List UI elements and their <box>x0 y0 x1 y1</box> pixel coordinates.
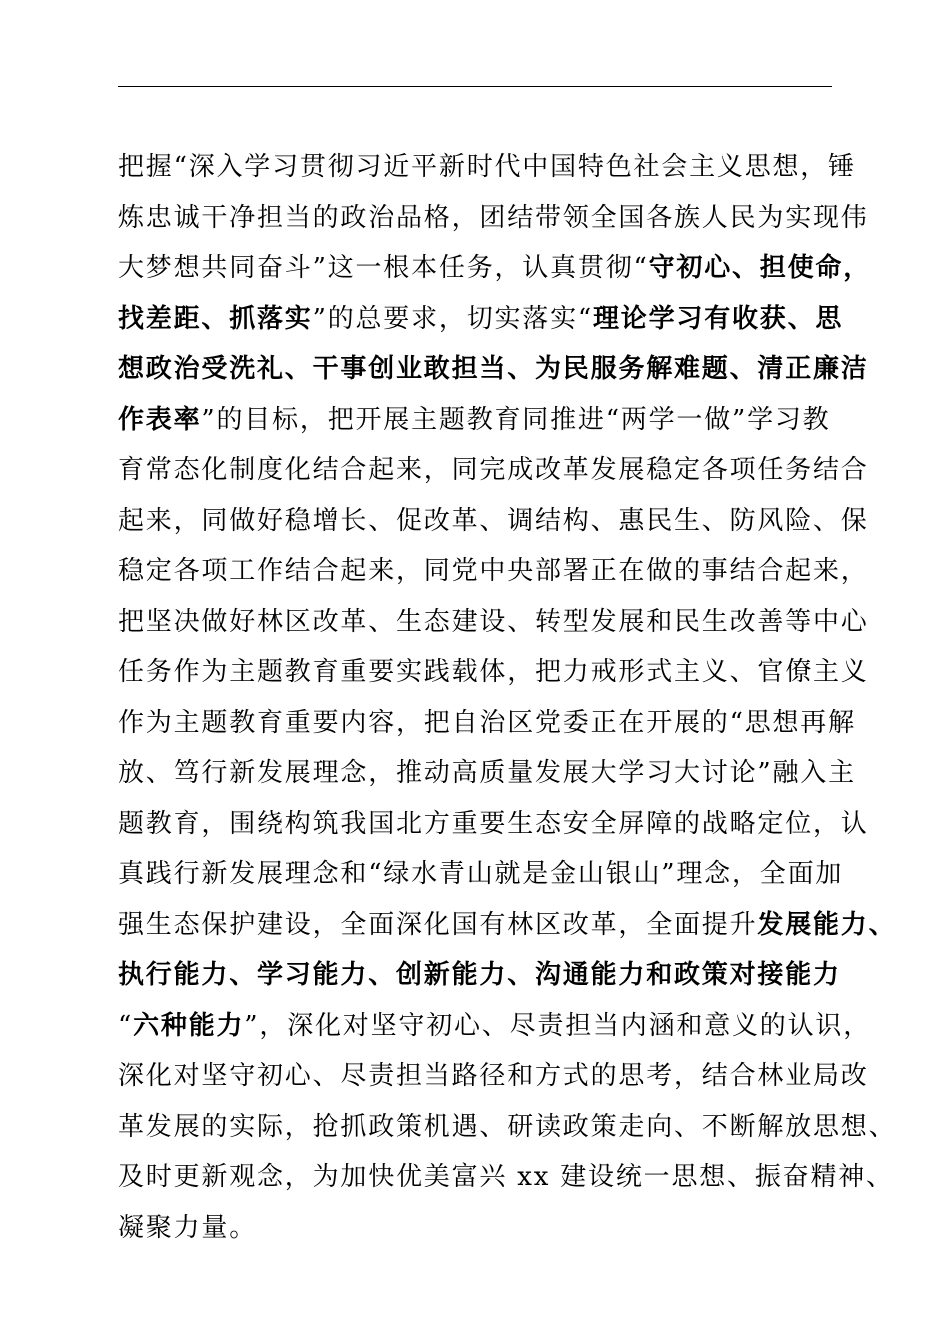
text-segment: 稳定各项工作结合起来，同党中央部署正在做的事结合起来， <box>118 556 869 586</box>
text-line <box>118 748 856 799</box>
text-line <box>118 1102 897 1153</box>
text-segment: 凝聚力量。 <box>118 1212 258 1243</box>
text-segment: 放、笃行新发展理念，推动高质量发展大学习大讨论”融入主 <box>118 758 856 788</box>
text-line <box>118 344 869 395</box>
text-line <box>118 243 871 294</box>
bold-text-segment: 执行能力、学习能力、创新能力、沟通能力和政策对接能力 <box>118 960 841 990</box>
bold-text-segment: 守初心、担使命， <box>648 253 871 283</box>
text-segment: 作为主题教育重要内容，把自治区党委正在开展的“思想再解 <box>118 707 856 738</box>
text-line <box>118 900 897 951</box>
text-segment: 炼忠诚干净担当的政治品格，团结带领全国各族人民为实现伟 <box>118 202 869 233</box>
text-segment: 及时更新观念，为加快优美富兴 xx 建设统一思想、振奋精神、 <box>118 1162 894 1192</box>
text-line <box>118 1051 869 1102</box>
text-line <box>118 1152 894 1203</box>
bold-text-segment: 理论学习有收获、思 <box>593 303 844 334</box>
text-segment: ”的总要求，切实落实“ <box>312 303 593 334</box>
text-line <box>118 142 856 193</box>
text-line <box>118 698 856 749</box>
bold-text-segment: 找差距、抓落实 <box>118 303 313 334</box>
text-line <box>118 294 842 345</box>
text-segment: 把握“深入学习贯彻习近平新时代中国特色社会主义思想，锤 <box>118 152 856 182</box>
body-paragraph <box>118 142 897 1253</box>
text-line <box>118 849 842 900</box>
text-segment: ”的目标，把开展主题教育同推进“两学一做”学习教 <box>201 404 831 435</box>
text-line <box>118 799 869 850</box>
text-segment: 真践行新发展理念和“绿水青山就是金山银山”理念，全面加 <box>118 859 844 889</box>
text-line <box>118 193 869 244</box>
text-line <box>118 1203 842 1254</box>
text-line <box>118 1001 871 1052</box>
text-line <box>118 445 869 496</box>
text-segment: “ <box>118 1010 134 1041</box>
bold-text-segment: 发展能力、 <box>757 909 897 940</box>
text-segment: 育常态化制度化结合起来，同完成改革发展稳定各项任务结合 <box>118 455 869 485</box>
text-line <box>118 647 869 698</box>
text-line <box>118 950 842 1001</box>
text-line <box>118 496 869 547</box>
text-segment: 大梦想共同奋斗”这一根本任务，认真贯彻“ <box>118 253 649 283</box>
text-segment: 把坚决做好林区改革、生态建设、转型发展和民生改善等中心 <box>118 606 869 637</box>
text-line <box>118 597 869 648</box>
text-segment: 任务作为主题教育重要实践载体，把力戒形式主义、官僚主义 <box>118 657 869 687</box>
bold-text-segment: 六种能力 <box>133 1010 245 1041</box>
text-segment: 革发展的实际，抢抓政策机遇、研读政策走向、不断解放思想、 <box>118 1111 897 1142</box>
text-segment: ”，深化对坚守初心、尽责担当内涵和意义的认识， <box>244 1010 871 1041</box>
text-segment: 题教育，围绕构筑我国北方重要生态安全屏障的战略定位，认 <box>118 808 869 839</box>
text-segment: 起来，同做好稳增长、促改革、调结构、惠民生、防风险、保 <box>118 505 869 536</box>
bold-text-segment: 作表率 <box>118 404 202 435</box>
text-segment: 强生态保护建设，全面深化国有林区改革，全面提升 <box>118 909 758 940</box>
text-segment: 深化对坚守初心、尽责担当路径和方式的思考，结合林业局改 <box>118 1061 869 1091</box>
header-rule <box>118 86 832 87</box>
text-line <box>118 395 842 446</box>
bold-text-segment: 想政治受洗礼、干事创业敢担当、为民服务解难题、清正廉洁 <box>118 354 869 384</box>
text-line <box>118 546 869 597</box>
